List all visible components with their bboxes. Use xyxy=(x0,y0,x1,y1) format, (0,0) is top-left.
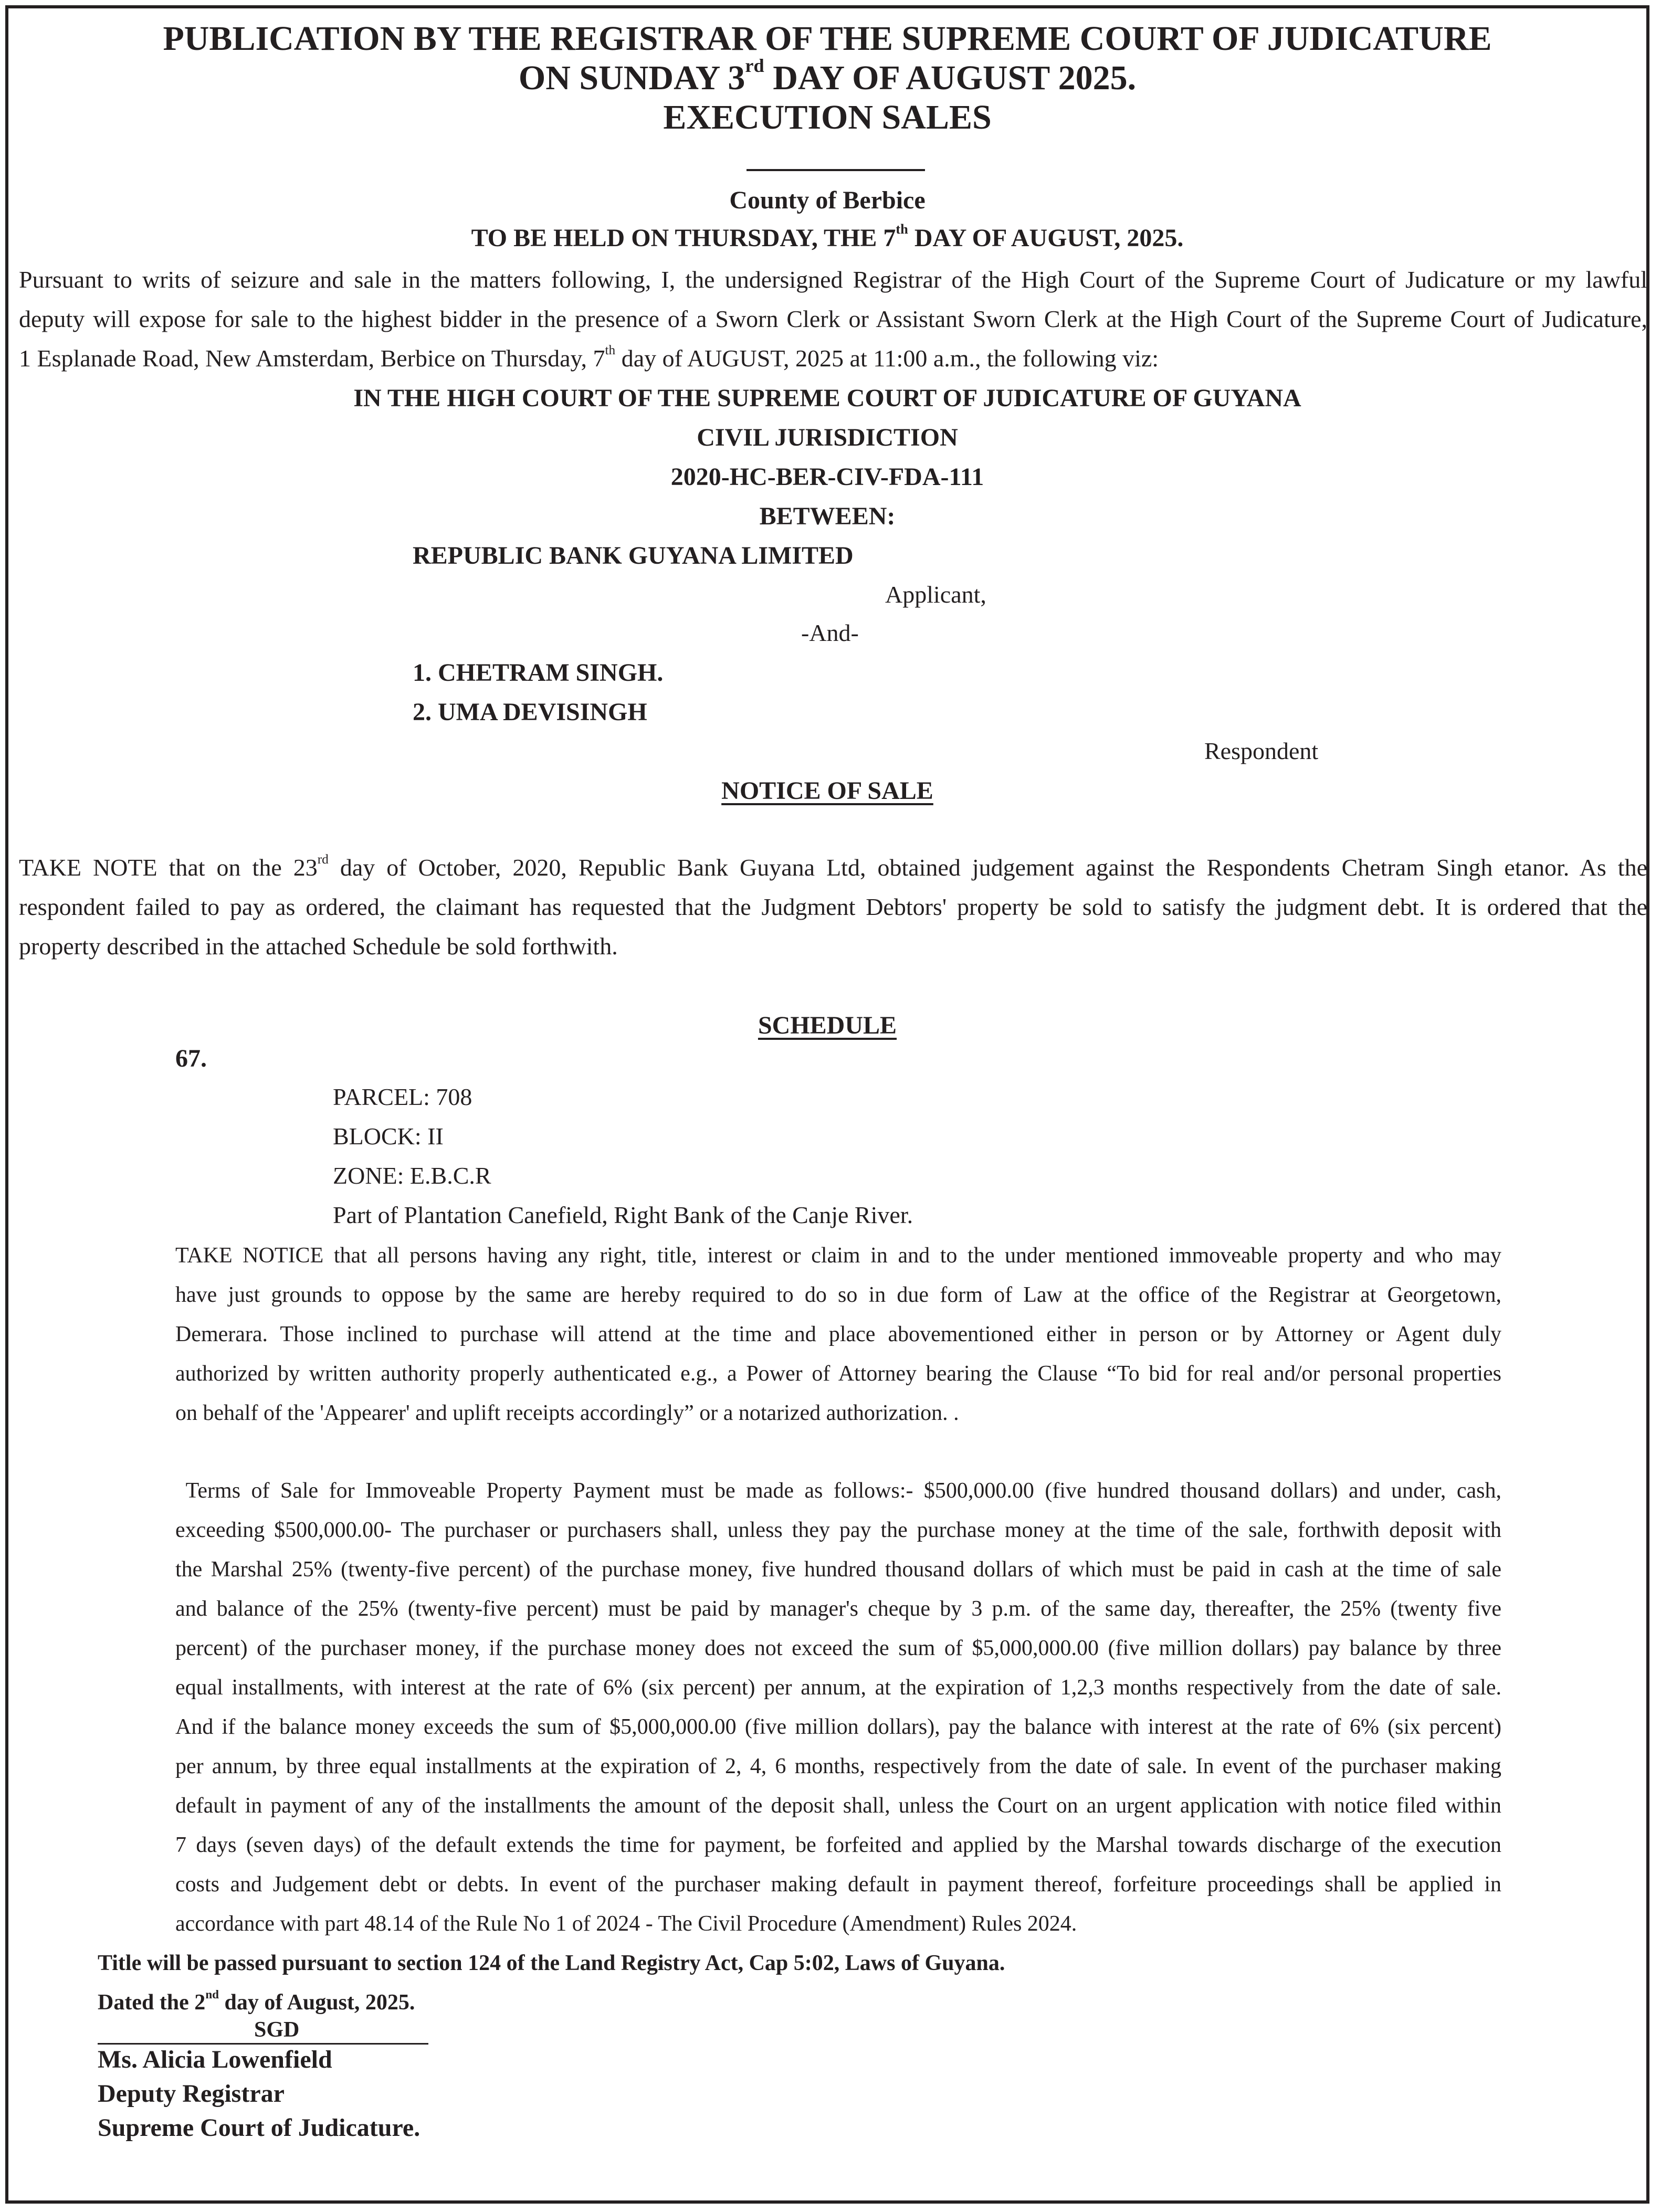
terms-line: per annum, by three equal installments at the expiration of 2, 4, 6 months, respectively from the date of sale. In event of the purchaser making xyxy=(175,1754,1501,1778)
terms-line: percent) of the purchaser money, if the purchase money does not exceed the sum of $5,000,000.00 (five million dollars) pay balance by three xyxy=(175,1636,1501,1660)
terms-line: exceeding $500,000.00- The purchaser or purchasers shall, unless they pay the purchase money at the time of the sale, forthwith deposit with xyxy=(175,1518,1501,1542)
header-line-1: PUBLICATION BY THE REGISTRAR OF THE SUPREME COURT OF JUDICATURE xyxy=(163,19,1492,58)
take-notice-line: TAKE NOTICE that all persons having any right, title, interest or claim in and to the under mentioned immoveable property and who may xyxy=(175,1244,1501,1268)
intro-line-2: deputy will expose for sale to the highest bidder in the presence of a Sworn Clerk or Assistant Sworn Clerk at the High Court of the Supreme Court of Judicature, xyxy=(19,306,1647,332)
signature-sgd: SGD xyxy=(254,2018,300,2042)
header-line-2: ON SUNDAY 3rd DAY OF AUGUST 2025. xyxy=(518,55,1137,97)
title-passed-note: Title will be passed pursuant to section 124 of the Land Registry Act, Cap 5:02, Laws of Guyana. xyxy=(98,1951,1005,1975)
applicant-role: Applicant, xyxy=(885,581,986,608)
parcel-line: PARCEL: 708 xyxy=(333,1083,472,1110)
take-note-line-2: respondent failed to pay as ordered, the claimant has requested that the Judgment Debtors' property be sold to satisfy the judgment debt. It is ordered that the xyxy=(19,893,1647,920)
notice-frame xyxy=(5,5,1649,2204)
take-note-line-3: property described in the attached Schedule be sold forthwith. xyxy=(19,933,618,960)
terms-line: and balance of the 25% (twenty-five percent) must be paid by manager's cheque by 3 p.m. of the same day, thereafter, the 25% (twenty five xyxy=(175,1597,1501,1621)
take-note-line-1: TAKE NOTE that on the 23rd day of October, 2020, Republic Bank Guyana Ltd, obtained judgement against the Respondents Chetram Singh etanor. As the xyxy=(19,852,1648,881)
take-notice-line: Demerara. Those inclined to purchase will attend at the time and place abovementioned either in person or by Attorney or Agent duly xyxy=(175,1322,1501,1346)
intro-line-3: 1 Esplanade Road, New Amsterdam, Berbice on Thursday, 7th day of AUGUST, 2025 at 11:00 a.m., the following viz: xyxy=(19,343,1159,372)
sale-date-heading: TO BE HELD ON THURSDAY, THE 7th DAY OF AUGUST, 2025. xyxy=(471,221,1184,252)
court-name: IN THE HIGH COURT OF THE SUPREME COURT OF JUDICATURE OF GUYANA xyxy=(353,384,1301,412)
intro-line-1: Pursuant to writs of seizure and sale in the matters following, I, the undersigned Registrar of the High Court of the Supreme Court of Judicature or my lawful xyxy=(19,266,1647,293)
take-notice-line: on behalf of the 'Appearer' and uplift receipts accordingly” or a notarized authorization. . xyxy=(175,1401,959,1425)
case-number: 2020-HC-BER-CIV-FDA-111 xyxy=(670,463,984,491)
terms-line: the Marshal 25% (twenty-five percent) of the purchase money, five hundred thousand dollars of which must be paid in cash at the time of sale xyxy=(175,1557,1501,1582)
terms-line: And if the balance money exceeds the sum of $5,000,000.00 (five million dollars), pay the balance with interest at the rate of 6% (six percent) xyxy=(175,1715,1501,1739)
signatory-org: Supreme Court of Judicature. xyxy=(98,2114,420,2142)
respondent-2: 2. UMA DEVISINGH xyxy=(413,698,647,726)
respondent-1: 1. CHETRAM SINGH. xyxy=(413,659,664,687)
jurisdiction: CIVIL JURISDICTION xyxy=(697,424,958,451)
terms-line: default in payment of any of the installments the amount of the deposit shall, unless the Court on an urgent application with notice filed within xyxy=(175,1794,1501,1818)
notice-of-sale-title: NOTICE OF SALE xyxy=(721,777,933,805)
header-divider xyxy=(747,169,925,171)
take-notice-line: have just grounds to oppose by the same are hereby required to do so in due form of Law at the office of the Registrar at Georgetown, xyxy=(175,1283,1501,1307)
between-label: BETWEEN: xyxy=(759,502,896,530)
schedule-title: SCHEDULE xyxy=(758,1012,897,1039)
applicant-name: REPUBLIC BANK GUYANA LIMITED xyxy=(413,542,854,570)
signatory-name: Ms. Alicia Lowenfield xyxy=(98,2046,332,2073)
terms-line: accordance with part 48.14 of the Rule No 1 of 2024 - The Civil Procedure (Amendment) Rules 2024. xyxy=(175,1912,1077,1936)
header-line-3: EXECUTION SALES xyxy=(663,98,992,136)
block-line: BLOCK: II xyxy=(333,1123,444,1150)
schedule-number: 67. xyxy=(175,1045,207,1072)
terms-line: equal installments, with interest at the rate of 6% (six percent) per annum, at the expiration of 1,2,3 months respectively from the date of sale. xyxy=(175,1676,1501,1700)
terms-line: Terms of Sale for Immoveable Property Payment must be made as follows:- $500,000.00 (five hundred thousand dollars) and under, cash, xyxy=(175,1479,1501,1503)
dated-line: Dated the 2nd day of August, 2025. xyxy=(98,1987,415,2015)
terms-line: costs and Judgement debt or debts. In event of the purchaser making default in payment thereof, forfeiture proceedings shall be applied in xyxy=(175,1872,1501,1897)
signature-line xyxy=(98,2016,428,2046)
location-line: Part of Plantation Canefield, Right Bank of the Canje River. xyxy=(333,1202,913,1228)
take-notice-line: authorized by written authority properly authenticated e.g., a Power of Attorney bearing the Clause “To bid for real and/or personal properties xyxy=(175,1362,1501,1386)
respondent-role: Respondent xyxy=(1204,738,1319,764)
county-heading: County of Berbice xyxy=(729,186,926,214)
and-separator: -And- xyxy=(801,619,859,646)
zone-line: ZONE: E.B.C.R xyxy=(333,1162,491,1189)
terms-line: 7 days (seven days) of the default extends the time for payment, be forfeited and applied by the Marshal towards discharge of the execution xyxy=(175,1833,1501,1857)
signatory-title: Deputy Registrar xyxy=(98,2080,285,2108)
